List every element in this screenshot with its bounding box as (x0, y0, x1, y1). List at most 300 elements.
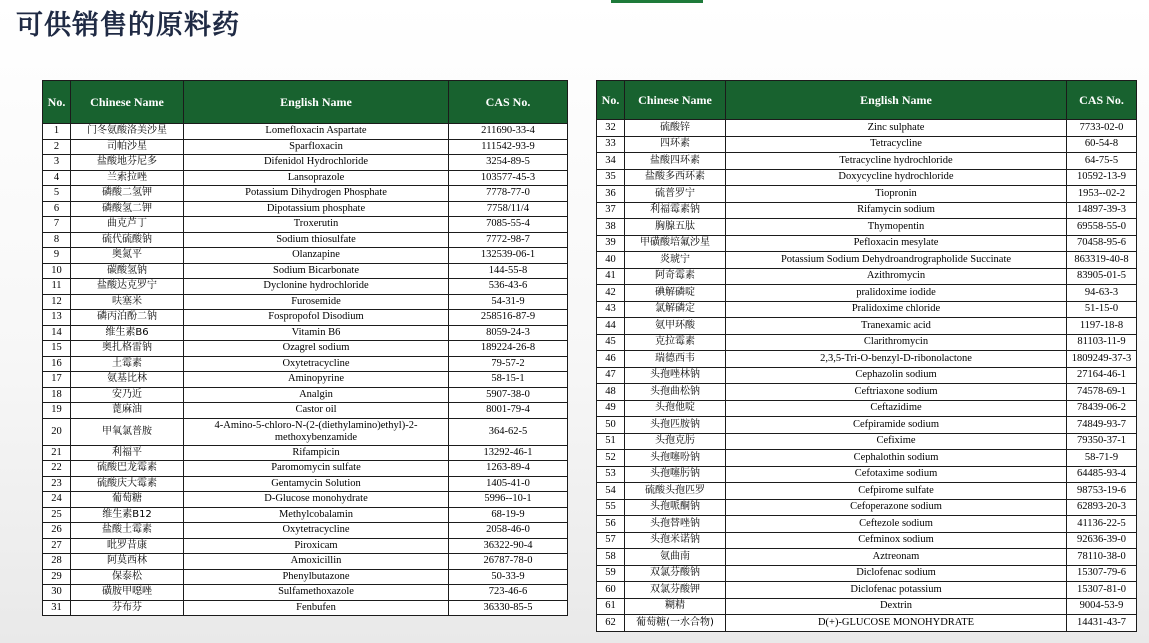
cell-english-name: Zinc sulphate (726, 120, 1067, 137)
table-row (597, 598, 1137, 615)
cell-no: 55 (597, 499, 625, 516)
cell-cas-no: 103577-45-3 (449, 170, 568, 186)
cell-english-name: Dextrin (726, 598, 1067, 615)
cell-no: 61 (597, 598, 625, 615)
cell-chinese-name: 呋塞米 (71, 294, 184, 310)
cell-chinese-name: 胸腺五肽 (625, 219, 726, 236)
cell-english-name: Oxytetracycline (184, 523, 449, 539)
table-row (597, 169, 1137, 186)
cell-cas-no: 1809249-37-3 (1067, 351, 1137, 368)
cell-cas-no: 5907-38-0 (449, 387, 568, 403)
cell-cas-no: 78439-06-2 (1067, 400, 1137, 417)
cell-cas-no: 64-75-5 (1067, 153, 1137, 170)
cell-chinese-name: 利福平 (71, 445, 184, 461)
table-row (43, 155, 568, 171)
cell-english-name: Furosemide (184, 294, 449, 310)
table-row (43, 232, 568, 248)
cell-english-name: Tetracycline (726, 136, 1067, 153)
cell-no: 23 (43, 476, 71, 492)
cell-no: 14 (43, 325, 71, 341)
table-row (43, 124, 568, 140)
cell-cas-no: 74849-93-7 (1067, 417, 1137, 434)
cell-chinese-name: 司帕沙星 (71, 139, 184, 155)
table-row (597, 120, 1137, 137)
cell-no: 44 (597, 318, 625, 335)
cell-cas-no: 1405-41-0 (449, 476, 568, 492)
cell-cas-no: 1953--02-2 (1067, 186, 1137, 203)
cell-no: 37 (597, 202, 625, 219)
cell-english-name: Lansoprazole (184, 170, 449, 186)
table-row (597, 417, 1137, 434)
cell-english-name: Rifamycin sodium (726, 202, 1067, 219)
cell-chinese-name: 奥氮平 (71, 248, 184, 264)
table-row (43, 387, 568, 403)
cell-no: 17 (43, 372, 71, 388)
cell-english-name: Potassium Dihydrogen Phosphate (184, 186, 449, 202)
table-row (597, 582, 1137, 599)
cell-no: 12 (43, 294, 71, 310)
cell-chinese-name: 双氯芬酸钾 (625, 582, 726, 599)
table-row (43, 341, 568, 357)
cell-no: 7 (43, 217, 71, 233)
cell-english-name: Ceftazidime (726, 400, 1067, 417)
table-row (43, 418, 568, 445)
cell-chinese-name: 头孢克肟 (625, 433, 726, 450)
cell-english-name: Pefloxacin mesylate (726, 235, 1067, 252)
cell-cas-no: 863319-40-8 (1067, 252, 1137, 269)
cell-no: 19 (43, 403, 71, 419)
cell-chinese-name: 维生素B12 (71, 507, 184, 523)
cell-cas-no: 14897-39-3 (1067, 202, 1137, 219)
cell-cas-no: 94-63-3 (1067, 285, 1137, 302)
cell-english-name: Ceftriaxone sodium (726, 384, 1067, 401)
cell-chinese-name: 磷丙泊酚二钠 (71, 310, 184, 326)
cell-no: 31 (43, 600, 71, 616)
cell-cas-no: 5996--10-1 (449, 492, 568, 508)
cell-chinese-name: 安乃近 (71, 387, 184, 403)
cell-english-name: Cephazolin sodium (726, 367, 1067, 384)
cell-chinese-name: 利福霉素钠 (625, 202, 726, 219)
cell-english-name: Ozagrel sodium (184, 341, 449, 357)
cell-chinese-name: 克拉霉素 (625, 334, 726, 351)
table-row (43, 356, 568, 372)
table-row (597, 450, 1137, 467)
cell-no: 16 (43, 356, 71, 372)
cell-cas-no: 1197-18-8 (1067, 318, 1137, 335)
cell-cas-no: 41136-22-5 (1067, 516, 1137, 533)
cell-english-name: Cephalothin sodium (726, 450, 1067, 467)
table-row (43, 325, 568, 341)
cell-english-name: Cefpirome sulfate (726, 483, 1067, 500)
cell-chinese-name: 硫酸锌 (625, 120, 726, 137)
cell-english-name: Cefoperazone sodium (726, 499, 1067, 516)
cell-english-name: Dipotassium phosphate (184, 201, 449, 217)
table-row (43, 585, 568, 601)
col-header-cas-no: CAS No. (1067, 81, 1137, 120)
cell-english-name: Troxerutin (184, 217, 449, 233)
cell-chinese-name: 磺胺甲噁唑 (71, 585, 184, 601)
cell-chinese-name: 头孢替唑钠 (625, 516, 726, 533)
cell-no: 49 (597, 400, 625, 417)
table-row (43, 310, 568, 326)
cell-cas-no: 98753-19-6 (1067, 483, 1137, 500)
cell-no: 11 (43, 279, 71, 295)
cell-chinese-name: 盐酸土霉素 (71, 523, 184, 539)
cell-english-name: Piroxicam (184, 538, 449, 554)
table-row (43, 569, 568, 585)
cell-chinese-name: 阿奇霉素 (625, 268, 726, 285)
table-row (43, 170, 568, 186)
table-row (43, 461, 568, 477)
cell-no: 38 (597, 219, 625, 236)
cell-cas-no: 14431-43-7 (1067, 615, 1137, 632)
cell-cas-no: 364-62-5 (449, 418, 568, 445)
table-row (597, 499, 1137, 516)
cell-cas-no: 70458-95-6 (1067, 235, 1137, 252)
col-header-english-name: English Name (184, 81, 449, 124)
table-row (597, 318, 1137, 335)
cell-chinese-name: 头孢噻吩钠 (625, 450, 726, 467)
cell-no: 9 (43, 248, 71, 264)
page-title: 可供销售的原料药 (16, 10, 240, 41)
table-row (597, 615, 1137, 632)
cell-english-name: Cefminox sodium (726, 532, 1067, 549)
cell-chinese-name: 甲氧氯普胺 (71, 418, 184, 445)
cell-chinese-name: 盐酸多西环素 (625, 169, 726, 186)
cell-no: 60 (597, 582, 625, 599)
cell-cas-no: 27164-46-1 (1067, 367, 1137, 384)
cell-no: 56 (597, 516, 625, 533)
cell-english-name: Analgin (184, 387, 449, 403)
cell-no: 8 (43, 232, 71, 248)
cell-english-name: Amoxicillin (184, 554, 449, 570)
table-row (43, 263, 568, 279)
cell-no: 25 (43, 507, 71, 523)
table-row (597, 153, 1137, 170)
table-row (43, 294, 568, 310)
table-row (597, 351, 1137, 368)
cell-chinese-name: 硫酸头孢匹罗 (625, 483, 726, 500)
cell-no: 20 (43, 418, 71, 445)
cell-english-name: 2,3,5-Tri-O-benzyl-D-ribonolactone (726, 351, 1067, 368)
cell-no: 42 (597, 285, 625, 302)
cell-chinese-name: 硫酸巴龙霉素 (71, 461, 184, 477)
cell-no: 6 (43, 201, 71, 217)
cell-cas-no: 15307-79-6 (1067, 565, 1137, 582)
cell-no: 36 (597, 186, 625, 203)
cell-no: 62 (597, 615, 625, 632)
table-row (597, 202, 1137, 219)
cell-chinese-name: 保泰松 (71, 569, 184, 585)
cell-cas-no: 7772-98-7 (449, 232, 568, 248)
cell-no: 53 (597, 466, 625, 483)
cell-english-name: Lomefloxacin Aspartate (184, 124, 449, 140)
cell-english-name: D-Glucose monohydrate (184, 492, 449, 508)
table-row (43, 538, 568, 554)
cell-chinese-name: 氨曲南 (625, 549, 726, 566)
cell-chinese-name: 曲克芦丁 (71, 217, 184, 233)
cell-chinese-name: 吡罗昔康 (71, 538, 184, 554)
table-row (597, 301, 1137, 318)
table-row (43, 492, 568, 508)
cell-cas-no: 64485-93-4 (1067, 466, 1137, 483)
table-row (597, 400, 1137, 417)
cell-chinese-name: 头孢噻肟钠 (625, 466, 726, 483)
cell-english-name: Diclofenac sodium (726, 565, 1067, 582)
cell-cas-no: 68-19-9 (449, 507, 568, 523)
table-row (597, 532, 1137, 549)
cell-cas-no: 144-55-8 (449, 263, 568, 279)
cell-cas-no: 7778-77-0 (449, 186, 568, 202)
cell-cas-no: 1263-89-4 (449, 461, 568, 477)
table-row (43, 139, 568, 155)
cell-english-name: Thymopentin (726, 219, 1067, 236)
cell-cas-no: 54-31-9 (449, 294, 568, 310)
cell-chinese-name: 硫酸庆大霉素 (71, 476, 184, 492)
cell-no: 13 (43, 310, 71, 326)
cell-chinese-name: 氨基比林 (71, 372, 184, 388)
cell-chinese-name: 蓖麻油 (71, 403, 184, 419)
cell-cas-no: 58-15-1 (449, 372, 568, 388)
cell-chinese-name: 双氯芬酸钠 (625, 565, 726, 582)
cell-cas-no: 9004-53-9 (1067, 598, 1137, 615)
cell-no: 39 (597, 235, 625, 252)
cell-no: 26 (43, 523, 71, 539)
cell-english-name: Azithromycin (726, 268, 1067, 285)
cell-no: 43 (597, 301, 625, 318)
cell-no: 50 (597, 417, 625, 434)
cell-english-name: Paromomycin sulfate (184, 461, 449, 477)
cell-english-name: Fenbufen (184, 600, 449, 616)
cell-cas-no: 62893-20-3 (1067, 499, 1137, 516)
cell-chinese-name: 葡萄糖 (71, 492, 184, 508)
cell-no: 1 (43, 124, 71, 140)
cell-chinese-name: 土霉素 (71, 356, 184, 372)
cell-cas-no: 81103-11-9 (1067, 334, 1137, 351)
cell-cas-no: 13292-46-1 (449, 445, 568, 461)
cell-english-name: Methylcobalamin (184, 507, 449, 523)
cell-no: 29 (43, 569, 71, 585)
table-row (43, 445, 568, 461)
cell-chinese-name: 硫普罗宁 (625, 186, 726, 203)
cell-chinese-name: 盐酸达克罗宁 (71, 279, 184, 295)
cell-english-name: Sparfloxacin (184, 139, 449, 155)
cell-english-name: Aztreonam (726, 549, 1067, 566)
cell-english-name: Cefpiramide sodium (726, 417, 1067, 434)
table-row (597, 136, 1137, 153)
table-row (597, 252, 1137, 269)
cell-english-name: Sodium thiosulfate (184, 232, 449, 248)
cell-english-name: Fospropofol Disodium (184, 310, 449, 326)
cell-chinese-name: 碘解磷啶 (625, 285, 726, 302)
cell-cas-no: 15307-81-0 (1067, 582, 1137, 599)
cell-english-name: Tiopronin (726, 186, 1067, 203)
cell-cas-no: 74578-69-1 (1067, 384, 1137, 401)
table-row (43, 523, 568, 539)
cell-english-name: Doxycycline hydrochloride (726, 169, 1067, 186)
cell-chinese-name: 盐酸四环素 (625, 153, 726, 170)
cell-no: 34 (597, 153, 625, 170)
cell-no: 41 (597, 268, 625, 285)
cell-cas-no: 536-43-6 (449, 279, 568, 295)
cell-cas-no: 83905-01-5 (1067, 268, 1137, 285)
table-row (597, 285, 1137, 302)
table-row (43, 248, 568, 264)
cell-chinese-name: 四环素 (625, 136, 726, 153)
cell-no: 32 (597, 120, 625, 137)
table-row (597, 219, 1137, 236)
cell-chinese-name: 芬布芬 (71, 600, 184, 616)
table-row (597, 433, 1137, 450)
cell-english-name: Aminopyrine (184, 372, 449, 388)
cell-cas-no: 50-33-9 (449, 569, 568, 585)
cell-english-name: pralidoxime iodide (726, 285, 1067, 302)
table-row (597, 565, 1137, 582)
cell-cas-no: 132539-06-1 (449, 248, 568, 264)
cell-chinese-name: 阿莫西林 (71, 554, 184, 570)
table-row (597, 466, 1137, 483)
cell-english-name: Sulfamethoxazole (184, 585, 449, 601)
table-row (43, 279, 568, 295)
col-header-chinese-name: Chinese Name (71, 81, 184, 124)
cell-chinese-name: 头孢唑林钠 (625, 367, 726, 384)
cell-english-name: Castor oil (184, 403, 449, 419)
cell-no: 4 (43, 170, 71, 186)
cell-no: 24 (43, 492, 71, 508)
cell-cas-no: 60-54-8 (1067, 136, 1137, 153)
table-row (43, 201, 568, 217)
cell-cas-no: 36330-85-5 (449, 600, 568, 616)
cell-cas-no: 92636-39-0 (1067, 532, 1137, 549)
cell-chinese-name: 氨甲环酸 (625, 318, 726, 335)
cell-cas-no: 78110-38-0 (1067, 549, 1137, 566)
cell-chinese-name: 磷酸二氢钾 (71, 186, 184, 202)
cell-no: 52 (597, 450, 625, 467)
cell-english-name: Cefixime (726, 433, 1067, 450)
cell-no: 48 (597, 384, 625, 401)
cell-cas-no: 10592-13-9 (1067, 169, 1137, 186)
cell-cas-no: 36322-90-4 (449, 538, 568, 554)
cell-cas-no: 58-71-9 (1067, 450, 1137, 467)
cell-no: 45 (597, 334, 625, 351)
cell-chinese-name: 头孢匹胺钠 (625, 417, 726, 434)
cell-no: 46 (597, 351, 625, 368)
right-product-table (596, 80, 1137, 632)
cell-no: 15 (43, 341, 71, 357)
cell-cas-no: 8059-24-3 (449, 325, 568, 341)
cell-chinese-name: 磷酸氢二钾 (71, 201, 184, 217)
cell-no: 18 (43, 387, 71, 403)
cell-cas-no: 111542-93-9 (449, 139, 568, 155)
cell-no: 54 (597, 483, 625, 500)
cell-cas-no: 69558-55-0 (1067, 219, 1137, 236)
cell-english-name: Cefotaxime sodium (726, 466, 1067, 483)
cell-no: 10 (43, 263, 71, 279)
cell-english-name: Sodium Bicarbonate (184, 263, 449, 279)
cell-cas-no: 79-57-2 (449, 356, 568, 372)
cell-no: 22 (43, 461, 71, 477)
cell-chinese-name: 头孢哌酮钠 (625, 499, 726, 516)
cell-no: 30 (43, 585, 71, 601)
cell-no: 21 (43, 445, 71, 461)
table-row (597, 384, 1137, 401)
table-row (43, 600, 568, 616)
cell-chinese-name: 门冬氨酸洛美沙星 (71, 124, 184, 140)
cell-english-name: Gentamycin Solution (184, 476, 449, 492)
cell-cas-no: 2058-46-0 (449, 523, 568, 539)
cell-english-name: D(+)-GLUCOSE MONOHYDRATE (726, 615, 1067, 632)
cell-english-name: Phenylbutazone (184, 569, 449, 585)
table-row (43, 476, 568, 492)
cell-chinese-name: 氯解磷定 (625, 301, 726, 318)
cell-no: 2 (43, 139, 71, 155)
cell-no: 28 (43, 554, 71, 570)
cell-cas-no: 723-46-6 (449, 585, 568, 601)
cell-chinese-name: 硫代硫酸钠 (71, 232, 184, 248)
cell-english-name: Clarithromycin (726, 334, 1067, 351)
cell-english-name: Tetracycline hydrochloride (726, 153, 1067, 170)
cell-english-name: Oxytetracycline (184, 356, 449, 372)
table-row (43, 186, 568, 202)
cell-chinese-name: 糊精 (625, 598, 726, 615)
cell-no: 57 (597, 532, 625, 549)
cell-english-name: Olanzapine (184, 248, 449, 264)
cell-cas-no: 3254-89-5 (449, 155, 568, 171)
cell-cas-no: 8001-79-4 (449, 403, 568, 419)
cell-chinese-name: 兰索拉唑 (71, 170, 184, 186)
cell-no: 27 (43, 538, 71, 554)
cell-english-name: Ceftezole sodium (726, 516, 1067, 533)
top-accent-bar (611, 0, 703, 3)
cell-english-name: Diclofenac potassium (726, 582, 1067, 599)
cell-chinese-name: 葡萄糖(一水合物) (625, 615, 726, 632)
cell-no: 35 (597, 169, 625, 186)
cell-no: 33 (597, 136, 625, 153)
cell-no: 40 (597, 252, 625, 269)
col-header-english-name: English Name (726, 81, 1067, 120)
cell-chinese-name: 甲磺酸培氟沙星 (625, 235, 726, 252)
cell-cas-no: 189224-26-8 (449, 341, 568, 357)
cell-no: 58 (597, 549, 625, 566)
table-row (597, 334, 1137, 351)
cell-chinese-name: 碳酸氢钠 (71, 263, 184, 279)
col-header-cas-no: CAS No. (449, 81, 568, 124)
cell-chinese-name: 奥扎格雷钠 (71, 341, 184, 357)
cell-cas-no: 7758/11/4 (449, 201, 568, 217)
cell-chinese-name: 头孢曲松钠 (625, 384, 726, 401)
table-row (43, 217, 568, 233)
table-row (597, 549, 1137, 566)
table-row (597, 516, 1137, 533)
cell-english-name: Dyclonine hydrochloride (184, 279, 449, 295)
cell-english-name: Tranexamic acid (726, 318, 1067, 335)
cell-no: 47 (597, 367, 625, 384)
cell-english-name: Vitamin B6 (184, 325, 449, 341)
cell-cas-no: 51-15-0 (1067, 301, 1137, 318)
cell-cas-no: 7733-02-0 (1067, 120, 1137, 137)
table-row (43, 372, 568, 388)
cell-no: 5 (43, 186, 71, 202)
table-row (597, 367, 1137, 384)
cell-chinese-name: 盐酸地芬尼多 (71, 155, 184, 171)
cell-english-name: Rifampicin (184, 445, 449, 461)
cell-cas-no: 26787-78-0 (449, 554, 568, 570)
cell-cas-no: 258516-87-9 (449, 310, 568, 326)
cell-english-name: Difenidol Hydrochloride (184, 155, 449, 171)
table-row (597, 268, 1137, 285)
cell-chinese-name: 炎琥宁 (625, 252, 726, 269)
cell-chinese-name: 维生素B6 (71, 325, 184, 341)
